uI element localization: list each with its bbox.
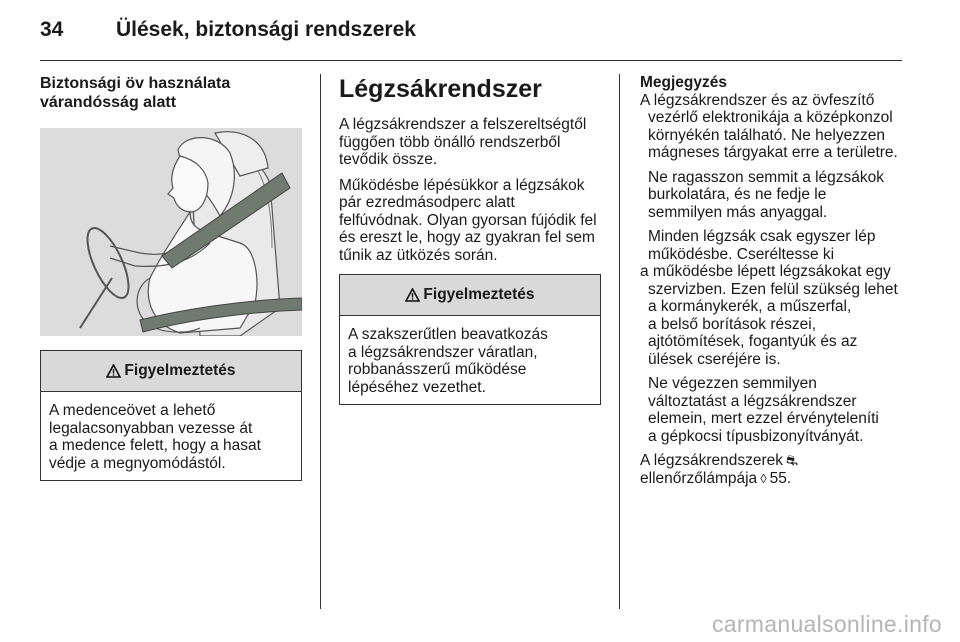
paragraph: Ne végezzen semmilyen változtatást a légzsákrendszer elemein, mert ezzel érvényteleníti a gépkocsi típusbizonyítványát.	[648, 375, 879, 445]
warning-box	[339, 274, 601, 405]
paragraph: A légzsákrendszer a felszereltségtől függően több önálló rendszerből tevődik össze.	[339, 116, 587, 168]
paragraph: A légzsákrendszer és az övfeszítő vezérlő elektronikája a középkonzol környékén található. Ne helyezzen mágneses tárgyakat erre a területre.	[640, 91, 898, 161]
pregnant-woman-seatbelt-illustration	[40, 128, 302, 336]
page-reference-link[interactable]: 55.	[769, 469, 792, 487]
page-reference-icon: ◊	[760, 470, 767, 486]
paragraph: Ne ragasszon semmit a légzsákok burkolatára, és ne fedje le semmilyen más anyaggal.	[648, 168, 885, 221]
airbag-warning-icon: ⛐	[786, 452, 799, 468]
column-note	[640, 74, 904, 495]
warning-title: Figyelmeztetés	[423, 286, 535, 303]
note-title: Megjegyzés	[640, 74, 728, 91]
section-title: Légzsákrendszer	[339, 75, 542, 103]
paragraph: A légzsákrendszerek ⛐ ellenőrzőlámpája ◊ 55.	[640, 452, 799, 487]
column-divider	[320, 74, 321, 609]
section-heading: Biztonsági öv használata várandósság alatt	[40, 75, 231, 111]
warning-box	[40, 350, 302, 481]
column-divider	[619, 74, 620, 609]
header-rule	[40, 60, 902, 61]
chapter-title: Ülések, biztonsági rendszerek	[116, 18, 416, 41]
warning-header	[340, 275, 600, 316]
warning-title: Figyelmeztetés	[124, 362, 236, 379]
column-airbag-system	[339, 74, 601, 405]
warning-header	[41, 351, 301, 392]
paragraph: Működésbe lépésükkor a légzsákok pár ezredmásodperc alatt felfúvódnak. Olyan gyorsan fújódik fel és ereszt le, hogy az gyakran fel sem tűnik az ütközés során.	[339, 176, 597, 264]
column-seatbelt-pregnancy	[40, 74, 302, 481]
page-number: 34	[40, 18, 64, 41]
warning-triangle-icon	[405, 288, 420, 302]
watermark: carmanualsonline.info	[711, 611, 942, 637]
warning-triangle-icon	[106, 364, 121, 378]
paragraph: Minden légzsák csak egyszer lép működésbe. Cseréltesse ki a működésbe lépett légzsákokat egy szervizben. Ezen felül szükség lehet a kormánykerék, a műszerfal, a belső borítások részei, ajtótömítések, fogantyúk és az ülések cseréjére is.	[640, 228, 898, 368]
warning-text: A szakszerűtlen beavatkozás a légzsákrendszer váratlan, robbanásszerű működése lépéséhez vezethet.	[348, 326, 548, 396]
warning-text: A medenceövet a lehető legalacsonyabban vezesse át a medence felett, hogy a hasat védje a megnyomódástól.	[49, 402, 261, 472]
page-header	[40, 16, 902, 56]
note-body	[640, 92, 904, 446]
